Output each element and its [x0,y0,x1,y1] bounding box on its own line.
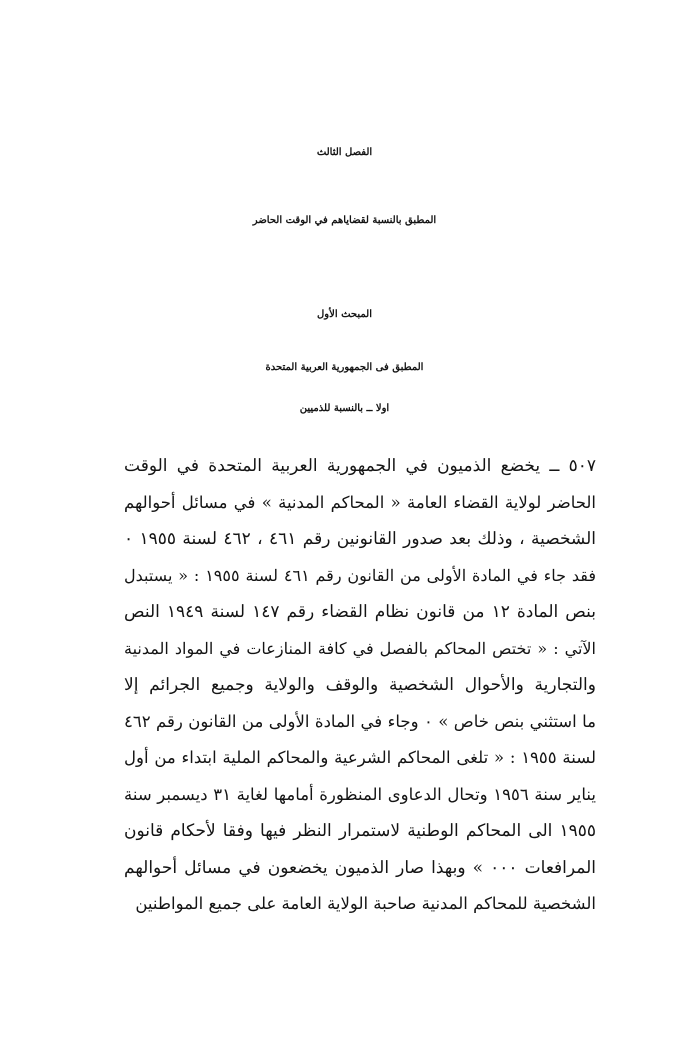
paragraph-line: فقد جاء في المادة الأولى من القانون رقم ٤٦١ لسنة ١٩٥٥ : « يستبدل [124,565,596,585]
paragraph-line: الآتي : « تختص المحاكم بالفصل في كافة المنازعات في المواد المدنية [124,638,596,658]
chapter-title: الفصل الثالث [316,147,373,158]
paragraph-line: الحاضر لولاية القضاء العامة « المحاكم المدنية » في مسائل أحوالهم [124,492,596,512]
paragraph-line: بنص المادة ١٢ من قانون نظام القضاء رقم ١٤٧ لسنة ١٩٤٩ النص [124,602,596,622]
paragraph-line: والتجارية والأحوال الشخصية والوقف والولاية وجميع الجرائم إلا [124,675,596,695]
body-paragraph [124,448,596,923]
paragraph-line: المرافعات ٠٠٠ » وبهذا صار الذميون يخضعون في مسائل أحوالهم [124,857,596,878]
paragraph-line: ٥٠٧ ــ يخضع الذميون في الجمهورية العربية المتحدة في الوقت [124,456,596,476]
paragraph-line: الشخصية ، وذلك بعد صدور القانونين رقم ٤٦١ ، ٤٦٢ لسنة ١٩٥٥ ٠ [124,529,596,549]
paragraph-line: الشخصية للمحاكم المدنية صاحبة الولاية العامة على جميع المواطنين [135,894,596,913]
paragraph-line: لسنة ١٩٥٥ : « تلغى المحاكم الشرعية والمحاكم الملية ابتداء من أول [124,748,596,767]
section-heading: المطبق فى الجمهورية العربية المتحدة [265,362,424,373]
section-title: المبحث الأول [317,309,372,320]
paragraph-line: ١٩٥٥ الى المحاكم الوطنية لاستمرار النظر فيها وفقا لأحكام قانون [124,821,596,841]
paragraph-line: يناير سنة ١٩٥٦ وتحال الدعاوى المنظورة أمامها لغاية ٣١ ديسمبر سنة [124,784,596,804]
paragraph-line: ما استثني بنص خاص » ٠ وجاء في المادة الأولى من القانون رقم ٤٦٢ [124,711,596,731]
subheading: اولا ــ بالنسبة للذميين [299,403,390,414]
chapter-subtitle: المطبق بالنسبة لقضاياهم في الوقت الحاضر [252,215,437,226]
